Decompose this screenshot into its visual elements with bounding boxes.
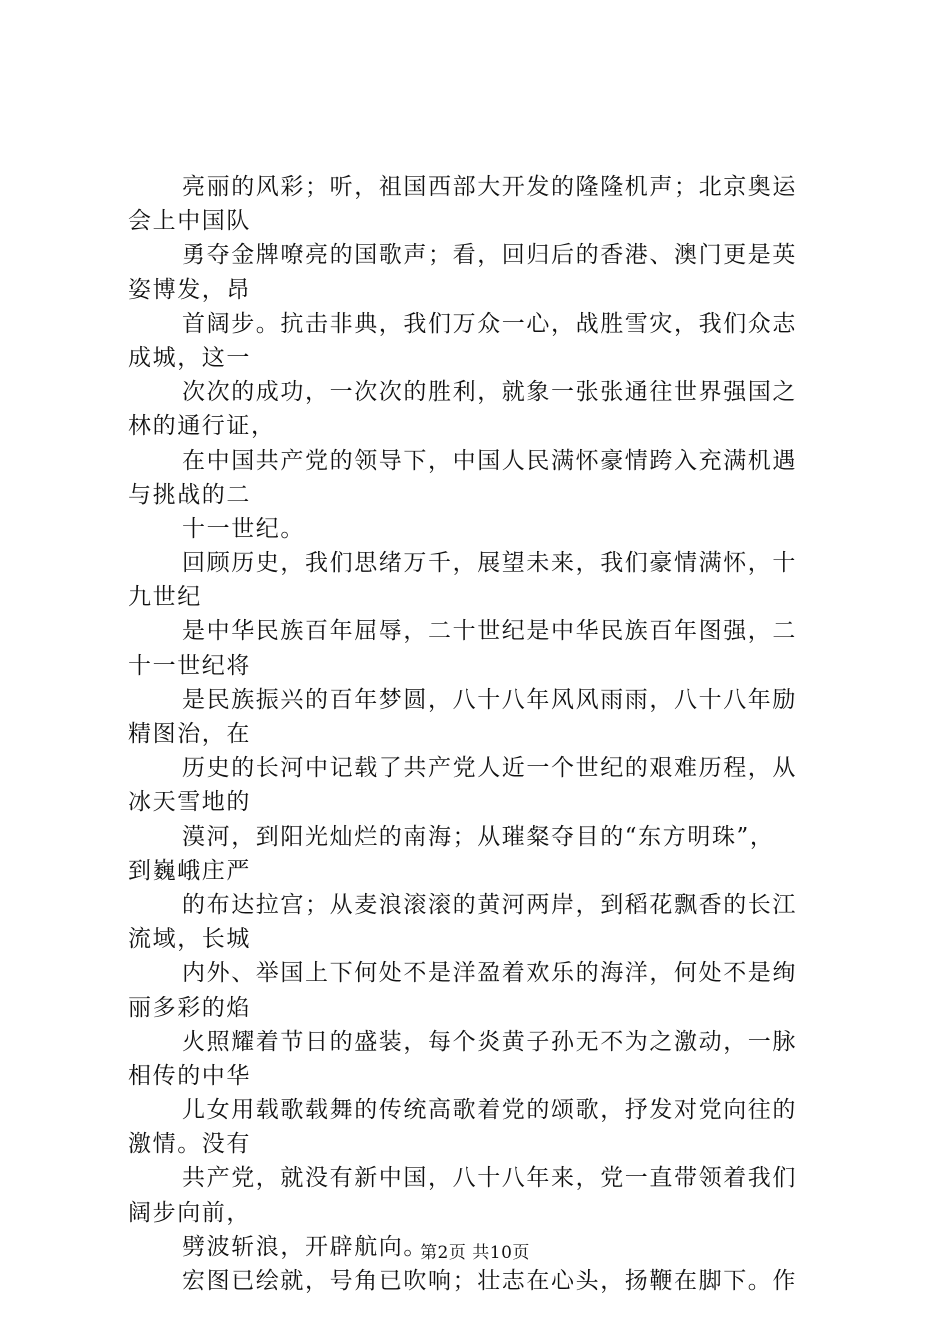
text-line: 精图治，在 [128, 721, 251, 747]
text-line: 漠河，到阳光灿烂的南海；从璀粲夺目的“东方明珠”， [182, 823, 775, 850]
text-line: 历史的长河中记载了共产党人近一个世纪的艰难历程，从 [182, 755, 797, 782]
text-line: 冰天雪地的 [128, 789, 251, 816]
text-line: 九世纪 [128, 584, 202, 611]
text-line: 的布达拉宫；从麦浪滚滚的黄河两岸，到稻花飘香的长江 [182, 891, 797, 918]
page-footer: 第2页 共10页 [420, 1243, 530, 1263]
text-line: 流域，长城 [128, 926, 251, 953]
text-line: 宏图已绘就，号角已吹响；壮志在心头，扬鞭在脚下。作 [182, 1268, 797, 1294]
text-line: 回顾历史，我们思绪万千，展望未来，我们豪情满怀，十 [182, 550, 797, 577]
text-line: 会上中国队 [128, 208, 251, 235]
text-line: 首阔步。抗击非典，我们万众一心，战胜雪灾，我们众志 [182, 310, 797, 337]
text-line: 林的通行证， [128, 413, 276, 440]
text-line: 共产党，就没有新中国，八十八年来，党一直带领着我们 [182, 1165, 797, 1192]
body-text [128, 170, 838, 1298]
text-line: 劈波斩浪，开辟航向。 [182, 1233, 428, 1260]
text-line: 亮丽的风彩；听，祖国西部大开发的隆隆机声；北京奥运 [182, 174, 797, 200]
text-line: 儿女用载歌载舞的传统高歌着党的颂歌，抒发对党向往的 [182, 1097, 797, 1124]
text-line: 内外、举国上下何处不是洋盈着欢乐的海洋，何处不是绚 [182, 960, 797, 987]
text-line: 与挑战的二 [128, 481, 251, 508]
text-line: 相传的中华 [128, 1062, 251, 1089]
text-line: 是民族振兴的百年梦圆，八十八年风风雨雨，八十八年励 [182, 686, 797, 713]
text-line: 姿博发，昂 [128, 276, 251, 303]
text-line: 十一世纪。 [182, 515, 305, 542]
text-line: 次次的成功，一次次的胜利，就象一张张通往世界强国之 [182, 379, 797, 406]
text-line: 激情。没有 [128, 1131, 251, 1158]
text-line: 火照耀着节日的盛装，每个炎黄子孙无不为之激动，一脉 [182, 1028, 797, 1055]
text-line: 到巍峨庄严 [128, 857, 251, 884]
text-line: 成城，这一 [128, 344, 251, 371]
text-line: 丽多彩的焰 [128, 994, 251, 1021]
text-line: 是中华民族百年屈辱，二十世纪是中华民族百年图强，二 [182, 618, 797, 645]
text-line: 十一世纪将 [128, 652, 251, 679]
text-line: 勇夺金牌嘹亮的国歌声；看，回归后的香港、澳门更是英 [182, 242, 797, 269]
text-line: 阔步向前， [128, 1199, 251, 1226]
text-line: 在中国共产党的领导下，中国人民满怀豪情跨入充满机遇 [182, 447, 797, 474]
